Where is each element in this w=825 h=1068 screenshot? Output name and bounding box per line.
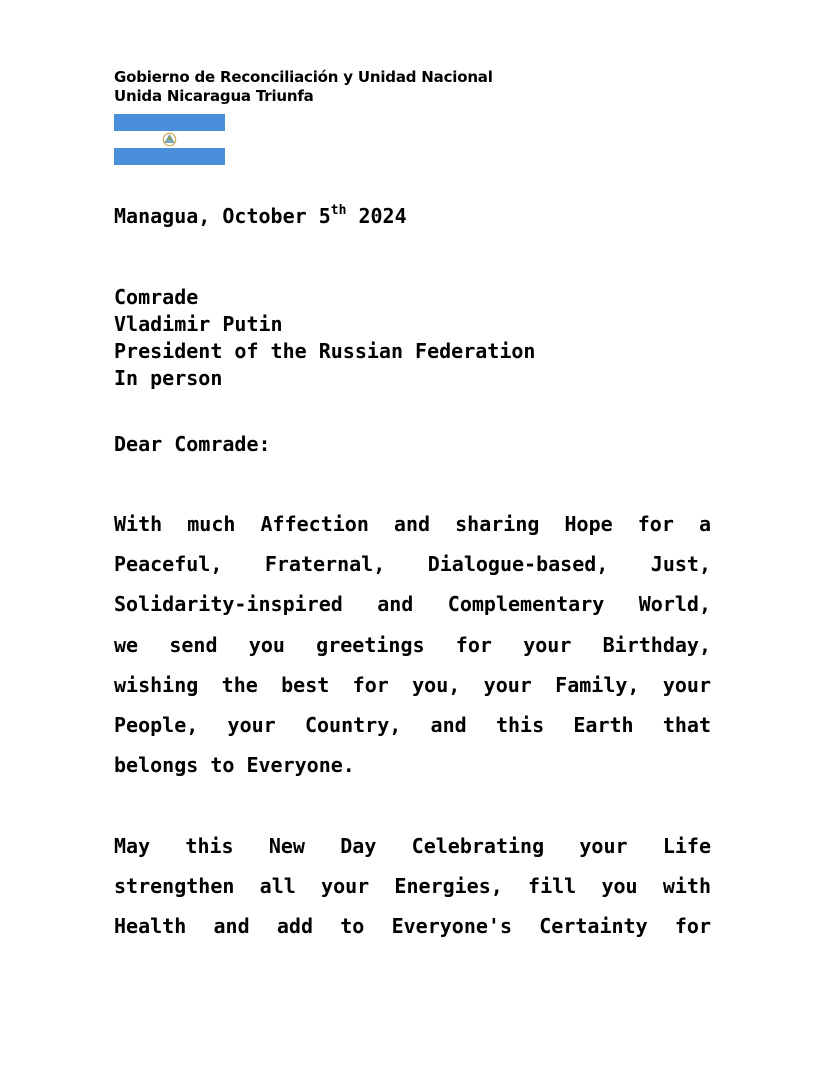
addressee-title: Comrade xyxy=(114,285,199,309)
addressee-block xyxy=(114,284,535,392)
body-paragraph-2 xyxy=(114,826,711,947)
flag-stripe-bottom xyxy=(114,148,225,165)
letterhead xyxy=(114,68,493,106)
paragraph-line: Health and add to Everyone's Certainty for xyxy=(114,914,711,939)
letterhead-slogan: Unida Nicaragua Triunfa xyxy=(114,87,314,105)
paragraph-line: strengthen all your Energies, fill you with xyxy=(114,874,711,899)
letterhead-government-name: Gobierno de Reconciliación y Unidad Nacional xyxy=(114,68,493,86)
paragraph-line: May this New Day Celebrating your Life xyxy=(114,834,711,858)
nicaragua-flag-icon xyxy=(114,114,225,165)
addressee-delivery-note: In person xyxy=(114,366,223,390)
paragraph-line: we send you greetings for your Birthday, xyxy=(114,632,711,657)
body-paragraph-1 xyxy=(114,504,711,785)
date-ordinal-suffix: th xyxy=(330,203,347,218)
paragraph-line: Peaceful, Fraternal, Dialogue-based, Just, xyxy=(114,552,711,577)
paragraph-line: People, your Country, and this Earth that xyxy=(114,712,711,737)
addressee-position: President of the Russian Federation xyxy=(114,339,536,363)
date-text: Managua, October 5 xyxy=(114,204,331,228)
paragraph-line: wishing the best for you, your Family, your xyxy=(114,672,711,697)
date-year: 2024 xyxy=(346,204,407,228)
paragraph-line: With much Affection and sharing Hope for a xyxy=(114,512,711,536)
paragraph-line: belongs to Everyone. xyxy=(114,753,355,778)
salutation: Dear Comrade: xyxy=(114,432,271,456)
paragraph-line: Solidarity-inspired and Complementary World, xyxy=(114,592,711,617)
letter-date xyxy=(114,203,407,230)
addressee-name: Vladimir Putin xyxy=(114,312,283,336)
flag-stripe-top xyxy=(114,114,225,131)
